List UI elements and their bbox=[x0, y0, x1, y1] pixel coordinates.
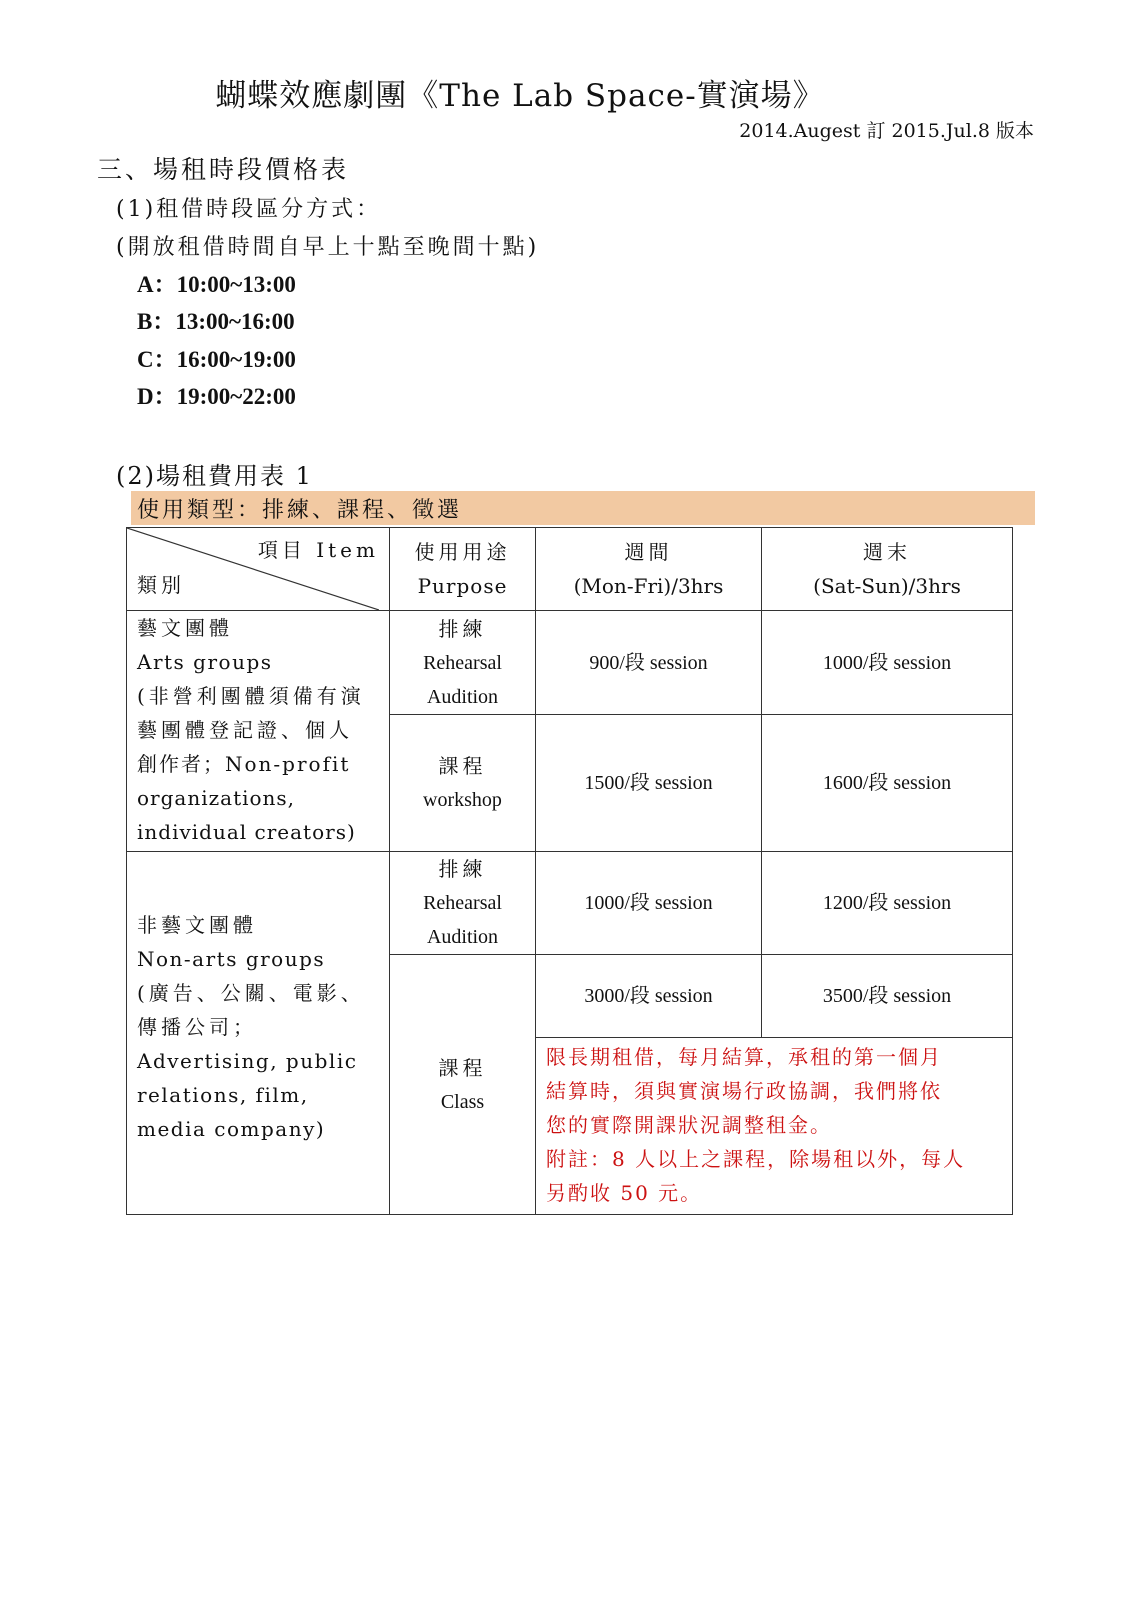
section-heading: 三、場租時段價格表 bbox=[97, 155, 350, 184]
note-line: 附註：8 人以上之課程，除場租以外，每人 bbox=[546, 1147, 966, 1171]
header-weekday-en: (Mon-Fri)/3hrs bbox=[573, 574, 724, 598]
nonarts-class-note bbox=[536, 1038, 1013, 1215]
nonarts-rehearsal-weekday-price: 1000/段 session bbox=[536, 852, 762, 955]
header-weekend-zh: 週末 bbox=[863, 540, 911, 564]
nonarts-category-cell bbox=[127, 852, 390, 1215]
arts-line: (非營利團體須備有演 bbox=[137, 684, 365, 708]
nonarts-class-purpose bbox=[390, 955, 536, 1215]
header-category-label: 類別 bbox=[137, 573, 185, 597]
slot-method-heading: (1)租借時段區分方式： bbox=[116, 197, 382, 222]
page-title: 蝴蝶效應劇團《The Lab Space-實演場》 bbox=[215, 78, 825, 114]
note-line: 限長期租借，每月結算，承租的第一個月 bbox=[546, 1045, 942, 1069]
table-row bbox=[127, 611, 1013, 715]
header-weekend-en: (Sat-Sun)/3hrs bbox=[813, 574, 961, 598]
slot-b: B：13:00~16:00 bbox=[137, 309, 295, 334]
purpose-line: 排練 bbox=[438, 857, 487, 881]
fee-table-title: (2)場租費用表 1 bbox=[116, 462, 313, 490]
usage-type-label: 使用類型：排練、課程、徵選 bbox=[137, 498, 463, 523]
note-line: 另酌收 50 元。 bbox=[546, 1181, 703, 1205]
purpose-line: 課程 bbox=[438, 1055, 487, 1080]
slot-d: D：19:00~22:00 bbox=[137, 384, 296, 409]
open-hours-note: (開放租借時間自早上十點至晚間十點) bbox=[116, 235, 540, 260]
arts-line: 創作者；Non-profit bbox=[137, 752, 351, 776]
nonarts-line: relations, film, bbox=[137, 1083, 309, 1107]
slot-a: A：10:00~13:00 bbox=[137, 272, 296, 297]
header-purpose-cell bbox=[390, 528, 536, 611]
purpose-line: 排練 bbox=[438, 616, 487, 641]
purpose-line: Audition bbox=[426, 685, 499, 708]
table-row bbox=[127, 852, 1013, 955]
purpose-line: Rehearsal bbox=[423, 651, 502, 674]
header-weekday-zh: 週間 bbox=[624, 540, 673, 564]
arts-line: individual creators) bbox=[137, 820, 356, 844]
note-line: 結算時，須與實演場行政協調，我們將依 bbox=[546, 1079, 942, 1103]
nonarts-rehearsal-purpose bbox=[390, 852, 536, 955]
version-note: 2014.Augest 訂 2015.Jul.8 版本 bbox=[739, 120, 1034, 142]
purpose-line: workshop bbox=[423, 789, 502, 811]
header-weekend-cell bbox=[762, 528, 1013, 611]
nonarts-line: (廣告、公關、電影、 bbox=[137, 981, 365, 1005]
nonarts-rehearsal-weekend-price: 1200/段 session bbox=[762, 852, 1013, 955]
header-item-category-cell bbox=[127, 528, 390, 611]
table-header-row bbox=[127, 528, 1013, 611]
nonarts-line: 傳播公司； bbox=[137, 1015, 257, 1039]
purpose-line: 課程 bbox=[438, 754, 487, 778]
arts-rehearsal-weekday-price: 900/段 session bbox=[536, 611, 762, 715]
fee-table bbox=[126, 527, 1013, 1215]
nonarts-line: 非藝文團體 bbox=[137, 913, 257, 937]
purpose-line: Class bbox=[440, 1090, 485, 1113]
arts-category-cell bbox=[127, 611, 390, 852]
arts-line: 藝文團體 bbox=[137, 616, 233, 640]
nonarts-line: media company) bbox=[137, 1117, 326, 1141]
purpose-line: Rehearsal bbox=[423, 892, 502, 914]
usage-type-bar bbox=[131, 491, 1035, 525]
arts-workshop-purpose bbox=[390, 715, 536, 852]
arts-workshop-weekday-price: 1500/段 session bbox=[536, 715, 762, 852]
arts-line: Arts groups bbox=[137, 650, 273, 674]
arts-line: 藝團體登記證、個人 bbox=[137, 718, 353, 742]
arts-rehearsal-purpose bbox=[390, 611, 536, 715]
nonarts-line: Non-arts groups bbox=[137, 947, 326, 971]
purpose-line: Audition bbox=[426, 926, 499, 948]
header-item-label: 項目 Item bbox=[257, 538, 379, 562]
header-purpose-zh: 使用用途 bbox=[414, 540, 511, 564]
nonarts-class-weekday-price: 3000/段 session bbox=[536, 955, 762, 1038]
header-purpose-en: Purpose bbox=[417, 574, 508, 598]
arts-rehearsal-weekend-price: 1000/段 session bbox=[762, 611, 1013, 715]
header-weekday-cell bbox=[536, 528, 762, 611]
arts-line: organizations, bbox=[137, 786, 296, 810]
slot-c: C：16:00~19:00 bbox=[137, 347, 296, 372]
nonarts-line: Advertising, public bbox=[137, 1049, 358, 1073]
arts-workshop-weekend-price: 1600/段 session bbox=[762, 715, 1013, 852]
nonarts-class-weekend-price: 3500/段 session bbox=[762, 955, 1013, 1038]
note-line: 您的實際開課狀況調整租金。 bbox=[546, 1113, 832, 1137]
